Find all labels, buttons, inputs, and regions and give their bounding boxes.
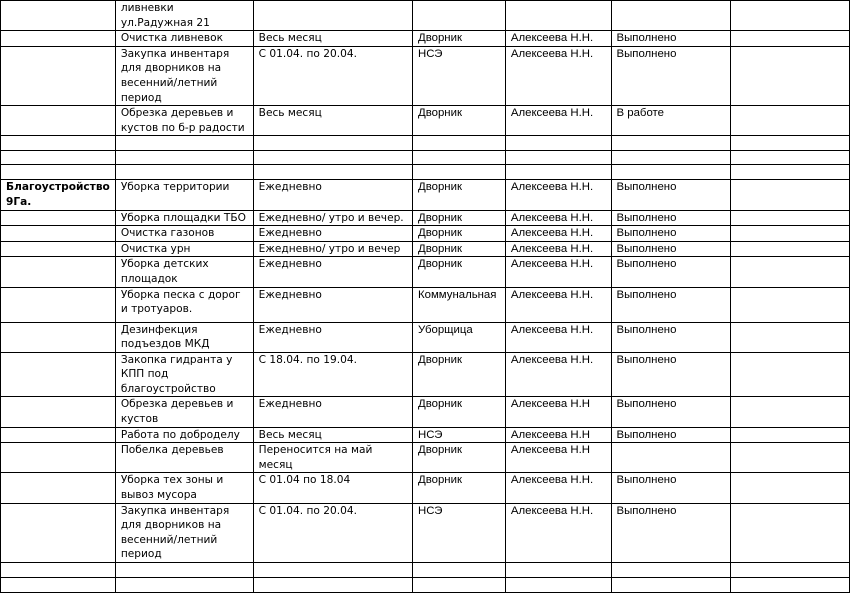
status-cell: Выполнено xyxy=(611,46,730,105)
responsible-cell: Алексеева Н.Н. xyxy=(505,210,611,226)
table-row xyxy=(1,226,850,242)
status-cell: Выполнено xyxy=(611,226,730,242)
period-cell xyxy=(253,1,412,31)
task-cell: Побелка деревьев xyxy=(115,443,253,473)
status-cell xyxy=(611,563,730,578)
task-cell: Работа по доброделу xyxy=(115,427,253,443)
section-cell xyxy=(1,210,116,226)
task-cell: Очистка ливневок xyxy=(115,31,253,47)
task-cell: Обрезка деревьев и кустов по б-р радости xyxy=(115,106,253,136)
executor-cell xyxy=(412,563,505,578)
status-cell xyxy=(611,578,730,593)
table-row xyxy=(1,151,850,165)
period-cell: Весь месяц xyxy=(253,31,412,47)
table-row xyxy=(1,31,850,47)
period-cell xyxy=(253,563,412,578)
section-cell xyxy=(1,31,116,47)
period-cell: Переносится на май месяц xyxy=(253,443,412,473)
responsible-cell: Алексеева Н.Н. xyxy=(505,31,611,47)
period-cell xyxy=(253,578,412,593)
executor-cell: Дворник xyxy=(412,106,505,136)
status-cell: Выполнено xyxy=(611,31,730,47)
executor-cell: Дворник xyxy=(412,226,505,242)
status-cell: Выполнено xyxy=(611,180,730,210)
task-cell xyxy=(115,151,253,165)
task-cell: Очистка урн xyxy=(115,241,253,257)
section-cell xyxy=(1,397,116,427)
note-cell xyxy=(730,503,849,562)
note-cell xyxy=(730,578,849,593)
section-cell xyxy=(1,473,116,503)
task-cell xyxy=(115,563,253,578)
section-cell xyxy=(1,226,116,242)
executor-cell: Дворник xyxy=(412,443,505,473)
period-cell xyxy=(253,136,412,151)
status-cell: Выполнено xyxy=(611,473,730,503)
responsible-cell: Алексеева Н.Н. xyxy=(505,226,611,242)
period-cell: Ежедневно xyxy=(253,257,412,287)
responsible-cell: Алексеева Н.Н. xyxy=(505,257,611,287)
period-cell: Ежедневно xyxy=(253,397,412,427)
status-cell: Выполнено xyxy=(611,322,730,352)
period-cell: Ежедневно xyxy=(253,180,412,210)
table-row xyxy=(1,563,850,578)
section-cell xyxy=(1,443,116,473)
note-cell xyxy=(730,151,849,165)
task-cell: Обрезка деревьев и кустов xyxy=(115,397,253,427)
table-row xyxy=(1,503,850,562)
status-cell: Выполнено xyxy=(611,352,730,397)
note-cell xyxy=(730,136,849,151)
executor-cell: Дворник xyxy=(412,352,505,397)
note-cell xyxy=(730,31,849,47)
section-cell xyxy=(1,151,116,165)
section-cell xyxy=(1,165,116,180)
section-cell: Благоустройство 9Га. xyxy=(1,180,116,210)
section-cell xyxy=(1,46,116,105)
period-cell: Ежедневно/ утро и вечер. xyxy=(253,210,412,226)
period-cell: Ежедневно/ утро и вечер xyxy=(253,241,412,257)
table-row xyxy=(1,352,850,397)
status-cell: Выполнено xyxy=(611,427,730,443)
task-cell: Уборка песка с дорог и тротуаров. xyxy=(115,287,253,322)
note-cell xyxy=(730,397,849,427)
table-row xyxy=(1,180,850,210)
status-cell xyxy=(611,165,730,180)
period-cell: Весь месяц xyxy=(253,106,412,136)
section-cell xyxy=(1,241,116,257)
table-row xyxy=(1,578,850,593)
table-row xyxy=(1,257,850,287)
table-row xyxy=(1,210,850,226)
section-cell xyxy=(1,1,116,31)
executor-cell xyxy=(412,165,505,180)
executor-cell xyxy=(412,151,505,165)
section-cell xyxy=(1,563,116,578)
note-cell xyxy=(730,473,849,503)
section-cell xyxy=(1,578,116,593)
period-cell: С 01.04. по 20.04. xyxy=(253,46,412,105)
executor-cell: НСЭ xyxy=(412,503,505,562)
note-cell xyxy=(730,210,849,226)
section-cell xyxy=(1,106,116,136)
task-cell xyxy=(115,165,253,180)
status-cell xyxy=(611,136,730,151)
responsible-cell xyxy=(505,165,611,180)
status-cell: Выполнено xyxy=(611,241,730,257)
task-cell: Дезинфекция подъездов МКД xyxy=(115,322,253,352)
table-row xyxy=(1,397,850,427)
executor-cell: Дворник xyxy=(412,241,505,257)
period-cell: С 01.04 по 18.04 xyxy=(253,473,412,503)
table-row xyxy=(1,473,850,503)
section-cell xyxy=(1,352,116,397)
table-row xyxy=(1,443,850,473)
section-cell xyxy=(1,136,116,151)
responsible-cell: Алексеева Н.Н. xyxy=(505,322,611,352)
responsible-cell: Алексеева Н.Н. xyxy=(505,241,611,257)
note-cell xyxy=(730,46,849,105)
note-cell xyxy=(730,180,849,210)
table-row xyxy=(1,1,850,31)
responsible-cell: Алексеева Н.Н xyxy=(505,427,611,443)
note-cell xyxy=(730,427,849,443)
task-cell: Уборка детских площадок xyxy=(115,257,253,287)
note-cell xyxy=(730,226,849,242)
responsible-cell: Алексеева Н.Н. xyxy=(505,46,611,105)
section-cell xyxy=(1,503,116,562)
period-cell: Ежедневно xyxy=(253,287,412,322)
note-cell xyxy=(730,165,849,180)
period-cell: Ежедневно xyxy=(253,322,412,352)
executor-cell: Дворник xyxy=(412,257,505,287)
executor-cell xyxy=(412,136,505,151)
status-cell: В работе xyxy=(611,106,730,136)
responsible-cell: Алексеева Н.Н. xyxy=(505,106,611,136)
status-cell: Выполнено xyxy=(611,287,730,322)
status-cell: Выполнено xyxy=(611,503,730,562)
status-cell xyxy=(611,151,730,165)
responsible-cell xyxy=(505,1,611,31)
section-cell xyxy=(1,427,116,443)
task-cell: Очистка газонов xyxy=(115,226,253,242)
responsible-cell xyxy=(505,563,611,578)
table-row xyxy=(1,165,850,180)
work-plan-body xyxy=(1,1,850,593)
executor-cell: НСЭ xyxy=(412,46,505,105)
executor-cell: Дворник xyxy=(412,473,505,503)
executor-cell: Коммунальная xyxy=(412,287,505,322)
note-cell xyxy=(730,287,849,322)
period-cell: Весь месяц xyxy=(253,427,412,443)
task-cell: Закопка гидранта у КПП под благоустройство xyxy=(115,352,253,397)
executor-cell: НСЭ xyxy=(412,427,505,443)
note-cell xyxy=(730,241,849,257)
task-cell xyxy=(115,578,253,593)
note-cell xyxy=(730,322,849,352)
responsible-cell: Алексеева Н.Н. xyxy=(505,180,611,210)
note-cell xyxy=(730,443,849,473)
note-cell xyxy=(730,1,849,31)
responsible-cell: Алексеева Н.Н xyxy=(505,397,611,427)
task-cell: ливневки ул.Радужная 21 xyxy=(115,1,253,31)
task-cell: Уборка тех зоны и вывоз мусора xyxy=(115,473,253,503)
table-row xyxy=(1,46,850,105)
table-row xyxy=(1,427,850,443)
table-row xyxy=(1,106,850,136)
period-cell: Ежедневно xyxy=(253,226,412,242)
task-cell xyxy=(115,136,253,151)
executor-cell xyxy=(412,578,505,593)
responsible-cell: Алексеева Н.Н. xyxy=(505,352,611,397)
status-cell: Выполнено xyxy=(611,397,730,427)
task-cell: Уборка территории xyxy=(115,180,253,210)
executor-cell: Дворник xyxy=(412,397,505,427)
responsible-cell: Алексеева Н.Н. xyxy=(505,287,611,322)
table-row xyxy=(1,241,850,257)
section-cell xyxy=(1,287,116,322)
period-cell xyxy=(253,165,412,180)
note-cell xyxy=(730,352,849,397)
executor-cell: Дворник xyxy=(412,180,505,210)
task-cell: Закупка инвентаря для дворников на весенний/летний период xyxy=(115,503,253,562)
table-row xyxy=(1,287,850,322)
table-row xyxy=(1,136,850,151)
status-cell xyxy=(611,1,730,31)
task-cell: Уборка площадки ТБО xyxy=(115,210,253,226)
executor-cell: Уборщица xyxy=(412,322,505,352)
section-cell xyxy=(1,322,116,352)
executor-cell: Дворник xyxy=(412,210,505,226)
responsible-cell: Алексеева Н.Н. xyxy=(505,503,611,562)
note-cell xyxy=(730,106,849,136)
responsible-cell xyxy=(505,151,611,165)
executor-cell: Дворник xyxy=(412,31,505,47)
responsible-cell xyxy=(505,136,611,151)
period-cell: С 18.04. по 19.04. xyxy=(253,352,412,397)
period-cell xyxy=(253,151,412,165)
status-cell: Выполнено xyxy=(611,210,730,226)
note-cell xyxy=(730,257,849,287)
status-cell xyxy=(611,443,730,473)
period-cell: С 01.04. по 20.04. xyxy=(253,503,412,562)
task-cell: Закупка инвентаря для дворников на весенний/летний период xyxy=(115,46,253,105)
section-cell xyxy=(1,257,116,287)
responsible-cell xyxy=(505,578,611,593)
executor-cell xyxy=(412,1,505,31)
responsible-cell: Алексеева Н.Н. xyxy=(505,473,611,503)
status-cell: Выполнено xyxy=(611,257,730,287)
table-row xyxy=(1,322,850,352)
note-cell xyxy=(730,563,849,578)
responsible-cell: Алексеева Н.Н xyxy=(505,443,611,473)
